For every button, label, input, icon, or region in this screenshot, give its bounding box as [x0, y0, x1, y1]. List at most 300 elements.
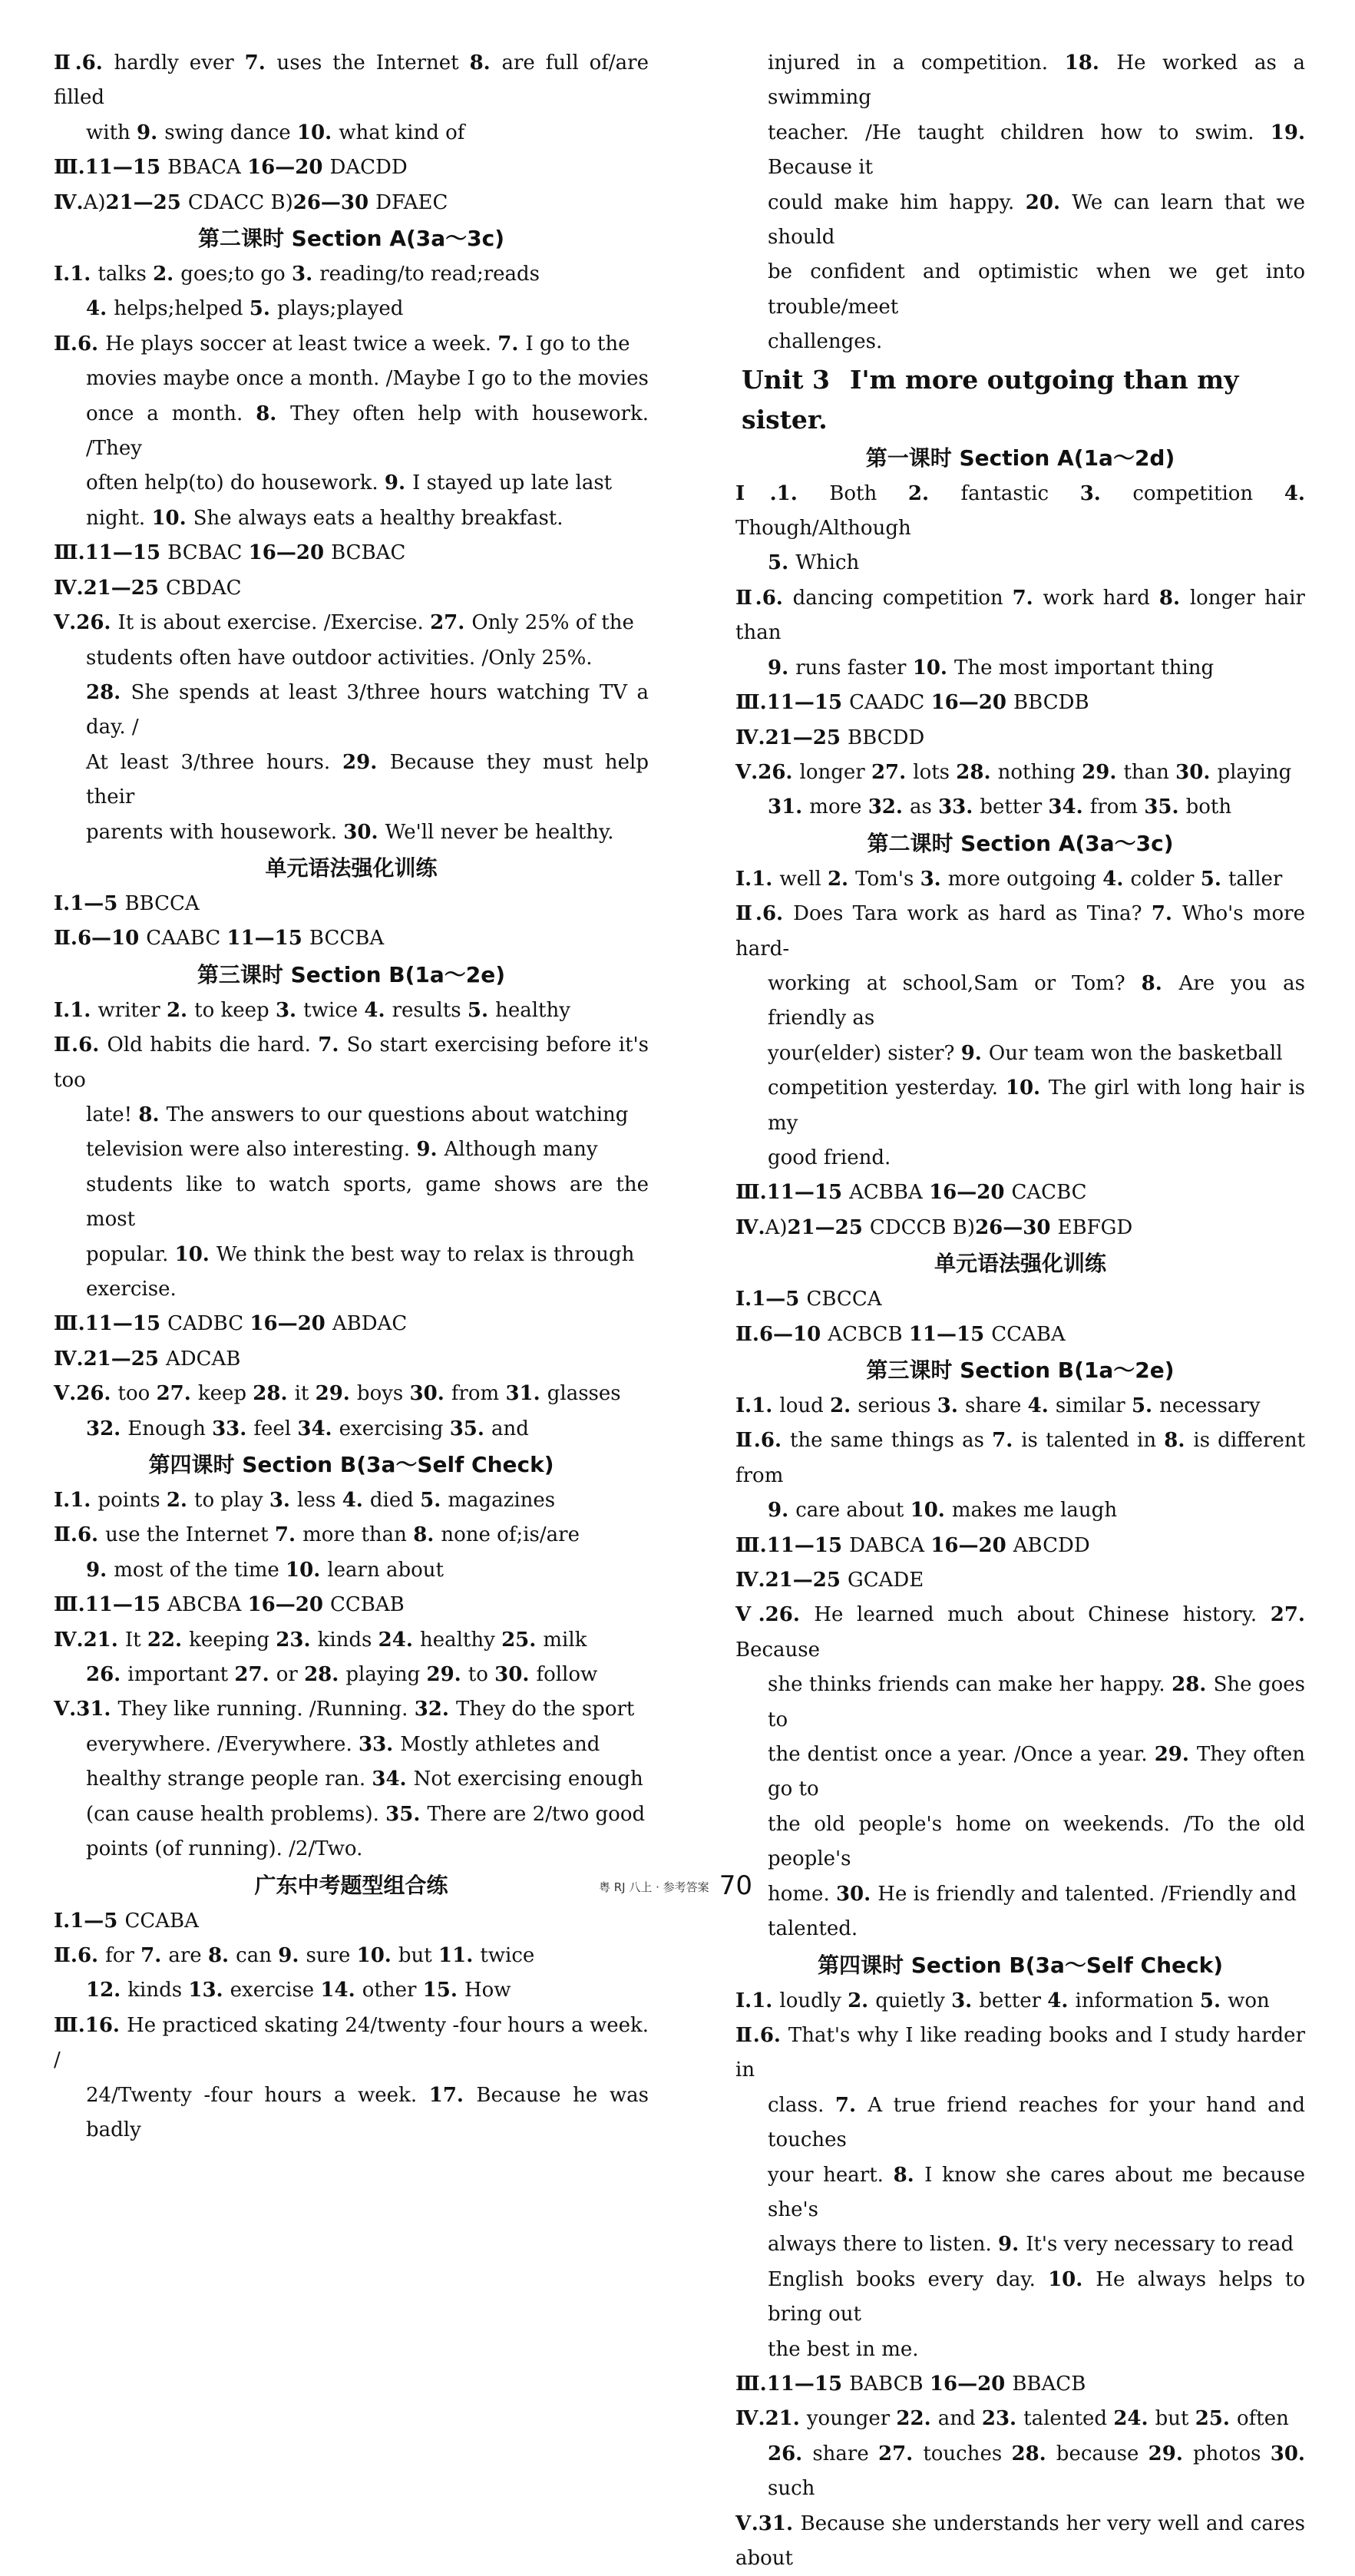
answer-text: for	[105, 1943, 141, 1967]
answer-line	[735, 1318, 1305, 1352]
item-number: 25.	[501, 1628, 544, 1652]
answer-text: learn about	[327, 1558, 444, 1582]
answer-text: We think the best way to relax is through	[216, 1242, 635, 1266]
item-number: 23.	[276, 1628, 318, 1652]
item-number: 8.	[469, 51, 502, 74]
answer-text: often	[1237, 2407, 1289, 2431]
answer-line	[735, 1493, 1305, 1528]
answer-line	[54, 292, 649, 326]
answer-line	[735, 1389, 1305, 1424]
answer-text: serious	[858, 1394, 937, 1417]
item-number: Ⅴ.	[735, 760, 758, 784]
answer-text: feel	[253, 1417, 298, 1440]
item-number: 26.	[76, 1382, 118, 1406]
answer-line	[54, 994, 649, 1028]
answer-line	[735, 1738, 1305, 1807]
item-number: 1.	[752, 867, 780, 891]
item-number: Ⅳ.	[735, 1569, 765, 1592]
page-number: 70	[719, 1870, 753, 1901]
item-number: 35.	[449, 1417, 492, 1440]
item-number: 34.	[1048, 795, 1090, 819]
answer-text: as	[909, 795, 939, 819]
item-number: 32.	[868, 795, 910, 819]
item-number: 27.	[878, 2442, 924, 2465]
answer-text: information	[1075, 1989, 1200, 2012]
answer-text: BCBAC	[331, 541, 406, 565]
item-number: 1—5	[752, 1288, 807, 1311]
item-number: 16—20	[929, 2372, 1013, 2396]
item-number: 11—15	[766, 691, 850, 715]
answer-text: work hard	[1043, 586, 1159, 610]
answer-line	[54, 1553, 649, 1588]
item-number: 8.	[256, 402, 291, 425]
item-number: 29.	[342, 750, 390, 774]
item-number: 3.	[937, 1394, 965, 1417]
answer-line	[54, 397, 649, 467]
item-number: 7.	[318, 1033, 347, 1057]
answer-text: 单元语法强化训练	[265, 855, 438, 881]
item-number: 24.	[1113, 2407, 1155, 2431]
answer-text: At least 3/three hours.	[86, 750, 343, 774]
item-number: 16—20	[247, 156, 330, 180]
answer-text: We'll never be healthy.	[385, 820, 614, 844]
answer-line	[54, 501, 649, 536]
answer-line	[54, 1904, 649, 1939]
answer-line	[54, 2009, 649, 2078]
book-mark: 粤 RJ 八上 · 参考答案	[598, 1880, 709, 1894]
item-number: 8.	[207, 1943, 236, 1967]
answer-text: The answers to our questions about watching	[166, 1103, 629, 1126]
item-number: 1.	[752, 1394, 780, 1417]
answer-text: are	[168, 1943, 208, 1967]
item-number: 11—15	[84, 156, 168, 180]
answer-text: to	[468, 1663, 495, 1687]
answer-line	[54, 1762, 649, 1797]
answer-text: follow	[536, 1663, 598, 1687]
item-number: 27.	[1270, 1603, 1305, 1627]
answer-line	[735, 1807, 1305, 1877]
item-number: 11—15	[84, 1593, 168, 1617]
answer-line	[735, 1912, 1305, 1946]
answer-text: popular.	[86, 1242, 175, 1266]
answer-text: similar	[1055, 1394, 1132, 1417]
item-number: 6.	[77, 1943, 106, 1967]
answer-text: healthy	[419, 1628, 502, 1652]
item-number: 11—15	[226, 927, 309, 951]
item-number: 5.	[249, 297, 277, 321]
answer-line	[54, 921, 649, 956]
item-number: 7.	[274, 1523, 303, 1547]
item-number: 9.	[997, 2233, 1026, 2257]
answer-line	[54, 1028, 649, 1098]
answer-line	[54, 1588, 649, 1622]
answer-text: movies maybe once a month. /Maybe I go to the movies	[86, 367, 649, 391]
item-number: 5.	[1199, 1989, 1228, 2012]
answer-text: Mostly athletes and	[400, 1732, 600, 1756]
item-number: 2.	[848, 1989, 876, 2012]
answer-text: BBCCA	[124, 891, 200, 915]
answer-text: runs faster	[795, 656, 913, 680]
answer-line	[54, 1342, 649, 1377]
answer-text: Old habits die hard.	[107, 1033, 319, 1057]
answer-line	[735, 1598, 1305, 1668]
answer-text: Who's more hard-	[735, 902, 1306, 961]
item-number: 1—5	[70, 1909, 125, 1933]
item-number: 33.	[212, 1417, 254, 1440]
answer-line	[735, 186, 1305, 256]
answer-text: CCABA	[991, 1322, 1066, 1346]
answer-text: Does Tara work as hard as Tina?	[793, 902, 1152, 926]
answer-line	[54, 536, 649, 570]
answer-line	[735, 546, 1305, 580]
item-number: Ⅰ.	[735, 1394, 752, 1417]
answer-text: CAADC	[849, 691, 931, 715]
answer-text: more	[809, 795, 868, 819]
answer-text: none of;is/are	[441, 1523, 580, 1547]
answer-text: the best in me.	[768, 2337, 919, 2361]
item-number: 6.	[762, 586, 793, 610]
answer-line	[54, 1658, 649, 1692]
answer-text: students often have outdoor activities. /Only 25%.	[86, 646, 593, 670]
answer-text: CDACC B)	[187, 190, 293, 214]
answer-text: CBCCA	[806, 1288, 882, 1311]
answer-text: points	[97, 1489, 167, 1513]
answer-text: from	[1089, 795, 1145, 819]
item-number: 16—20	[250, 1312, 332, 1336]
answer-text: too	[117, 1382, 157, 1406]
item-number: 11—15	[908, 1322, 992, 1346]
answer-text: Our team won the basketball	[988, 1041, 1283, 1065]
item-number: 8.	[1164, 1429, 1194, 1453]
answer-text: I know she cares about me because she's	[768, 2163, 1305, 2221]
item-number: 21—25	[83, 576, 166, 600]
answer-text: Because they must help their	[86, 750, 649, 809]
item-number: 8.	[413, 1523, 441, 1547]
answer-text: twice	[480, 1943, 535, 1967]
item-number: 12.	[86, 1979, 128, 2002]
answer-text: Because she understands her very well and cares about	[735, 2512, 1305, 2570]
answer-text: ABCBA	[167, 1593, 248, 1617]
item-number: 31.	[758, 2512, 801, 2535]
item-number: 1.	[70, 263, 98, 286]
answer-text: what kind of	[339, 121, 465, 144]
answer-text: GCADE	[847, 1569, 924, 1592]
item-number: 27.	[871, 760, 914, 784]
unit-name: I'm more outgoing than my sister.	[742, 364, 1239, 435]
item-number: 28.	[86, 680, 131, 704]
answer-text: or	[276, 1663, 305, 1687]
item-number: 16—20	[930, 691, 1014, 715]
answer-text: be confident and optimistic when we get into trouble/meet	[768, 260, 1305, 319]
item-number: Ⅴ.	[735, 1603, 765, 1627]
answer-line	[735, 686, 1305, 720]
item-number: 29.	[315, 1382, 357, 1406]
item-number: Ⅲ.	[735, 2372, 767, 2396]
section-heading	[54, 1447, 649, 1483]
answer-text: from	[451, 1382, 506, 1406]
answer-text: your heart.	[768, 2163, 894, 2187]
item-number: Ⅳ.	[735, 1215, 765, 1239]
answer-line	[54, 571, 649, 606]
answer-line	[735, 1668, 1305, 1738]
item-number: 1.	[70, 998, 98, 1022]
answer-text: the same things as	[789, 1429, 993, 1453]
item-number: 20.	[1025, 190, 1072, 214]
answer-text: most of the time	[114, 1558, 286, 1582]
answer-text: taller	[1228, 867, 1283, 891]
answer-text: milk	[543, 1628, 587, 1652]
answer-text: hardly ever	[114, 51, 245, 74]
answer-text: playing	[345, 1663, 427, 1687]
answer-line	[54, 116, 649, 150]
section-heading	[735, 825, 1305, 862]
item-number: 7.	[834, 2093, 868, 2117]
item-number: 11—15	[766, 1181, 850, 1205]
item-number: Ⅱ.	[735, 2023, 760, 2047]
item-number: 21—25	[83, 1347, 166, 1371]
item-number: 4.	[1284, 481, 1305, 505]
item-number: 4.	[86, 297, 114, 321]
item-number: 6.	[78, 1033, 107, 1057]
item-number: 28.	[956, 760, 998, 784]
answer-line	[735, 967, 1305, 1037]
item-number: 9.	[86, 1558, 114, 1582]
answer-text: could make him happy.	[768, 190, 1026, 214]
answer-text: 第二课时 Section A(3a～3c)	[197, 226, 505, 252]
item-number: 34.	[372, 1767, 414, 1791]
answer-text: exercise.	[86, 1278, 177, 1301]
item-number: 2.	[827, 867, 856, 891]
answer-text: the dentist once a year. /Once a year.	[768, 1743, 1155, 1767]
item-number: 16.	[84, 2013, 127, 2037]
answer-text: 第三课时 Section B(1a～2e)	[866, 1357, 1175, 1383]
answer-text: television were also interesting.	[86, 1138, 417, 1162]
item-number: 21—25	[787, 1215, 870, 1239]
answer-text: but	[398, 1943, 439, 1967]
answer-line	[54, 150, 649, 185]
item-number: 26—30	[975, 1215, 1058, 1239]
answer-text: important	[127, 1663, 235, 1687]
answer-text: Although many	[444, 1138, 598, 1162]
answer-line	[735, 756, 1305, 790]
item-number: Ⅱ.	[54, 332, 78, 355]
item-number: 8.	[893, 2163, 925, 2187]
answer-line	[54, 1973, 649, 2008]
answer-text: I go to the	[525, 332, 630, 355]
item-number: Ⅳ.	[735, 726, 765, 749]
item-number: 16—20	[248, 541, 332, 565]
answer-text: CAABC	[146, 927, 227, 951]
answer-text: They do the sport	[456, 1698, 635, 1721]
answer-text: share	[812, 2442, 878, 2465]
answer-text: are full of/are filled	[54, 51, 649, 110]
item-number: 4.	[1027, 1394, 1056, 1417]
answer-text: So start exercising before it's too	[54, 1033, 649, 1092]
answer-text: glasses	[547, 1382, 621, 1406]
answer-line	[735, 2263, 1305, 2333]
answer-text: keeping	[189, 1628, 276, 1652]
answer-line	[54, 1412, 649, 1447]
answer-text: once a month.	[86, 402, 256, 425]
item-number: 33.	[358, 1732, 401, 1756]
answer-line	[735, 2227, 1305, 2262]
answer-text: necessary	[1159, 1394, 1261, 1417]
answer-line	[735, 2333, 1305, 2367]
item-number: Ⅰ.	[54, 263, 71, 286]
item-number: 26.	[765, 1603, 815, 1627]
answer-line	[54, 327, 649, 362]
answer-text: 单元语法强化训练	[934, 1251, 1106, 1277]
item-number: 4.	[1047, 1989, 1076, 2012]
answer-text: It is about exercise. /Exercise.	[117, 611, 431, 635]
answer-text: less	[297, 1489, 342, 1513]
item-number: 3.	[275, 998, 304, 1022]
item-number: 6.	[81, 51, 114, 74]
item-number: 23.	[981, 2407, 1024, 2431]
answer-text: share	[964, 1394, 1028, 1417]
item-number: 10.	[1005, 1076, 1049, 1100]
item-number: 7.	[497, 332, 526, 355]
answer-line	[54, 1518, 649, 1553]
item-number: 31.	[768, 795, 810, 819]
item-number: 5.	[420, 1489, 448, 1513]
answer-text: Not exercising enough	[413, 1767, 643, 1791]
item-number: Ⅱ.	[54, 51, 82, 74]
answer-text: longer	[799, 760, 871, 784]
item-number: Ⅱ.	[735, 902, 762, 926]
answer-text: uses the Internet	[276, 51, 470, 74]
answer-text: to play	[194, 1489, 269, 1513]
item-number: 6.	[759, 2023, 788, 2047]
answer-text: DACDD	[329, 156, 408, 180]
section-heading	[735, 1245, 1305, 1282]
answer-text: 第一课时 Section A(1a～2d)	[865, 445, 1175, 471]
answer-line	[735, 2158, 1305, 2228]
answer-text: better	[980, 795, 1049, 819]
item-number: 10.	[296, 121, 339, 144]
answer-text: Tom's	[855, 867, 920, 891]
item-number: 26.	[768, 2442, 813, 2465]
answer-text: exercising	[339, 1417, 450, 1440]
item-number: 3.	[1079, 481, 1133, 505]
item-number: Ⅱ.	[735, 1429, 761, 1453]
answer-text: reading/to read;reads	[319, 263, 540, 286]
answer-text: exercise	[230, 1979, 321, 2002]
answer-text: dancing competition	[792, 586, 1013, 610]
answer-line	[54, 815, 649, 850]
item-number: 11—15	[84, 1312, 168, 1336]
item-number: 10.	[151, 506, 193, 530]
answer-text: ADCAB	[165, 1347, 241, 1371]
answer-text: The most important thing	[954, 656, 1215, 680]
item-number: 29.	[1082, 760, 1124, 784]
answer-line	[54, 1377, 649, 1411]
answer-text: died	[369, 1489, 421, 1513]
answer-text: BBCDB	[1013, 691, 1089, 715]
answer-text: well	[779, 867, 828, 891]
answer-line	[735, 1877, 1305, 1912]
answer-text: quietly	[875, 1989, 952, 2012]
answer-line	[735, 325, 1305, 359]
answer-text: Only 25% of the	[471, 611, 634, 635]
answer-text: teacher. /He taught children how to swim.	[768, 121, 1271, 144]
answer-line	[54, 1692, 649, 1727]
item-number: 9.	[278, 1943, 306, 1967]
item-number: Ⅰ.	[54, 1909, 71, 1933]
right-column	[735, 46, 1305, 2576]
item-number: Ⅲ.	[54, 2013, 85, 2037]
item-number: 1.	[70, 1489, 98, 1513]
answer-text: Which	[795, 551, 860, 575]
item-number: Ⅴ.	[735, 2512, 758, 2535]
item-number: Ⅳ.	[54, 190, 84, 214]
answer-text: ABDAC	[332, 1312, 408, 1336]
section-heading	[54, 220, 649, 257]
answer-text: They often go to	[768, 1743, 1305, 1801]
answer-text: injured in a competition.	[768, 51, 1065, 74]
answer-text: care about	[795, 1499, 910, 1523]
item-number: 31.	[505, 1382, 547, 1406]
item-number: 5.	[768, 551, 796, 575]
answer-text: It	[124, 1628, 147, 1652]
left-column	[54, 46, 649, 2148]
answer-line	[735, 1211, 1305, 1245]
answer-line	[54, 362, 649, 396]
item-number: 9.	[416, 1138, 445, 1162]
item-number: 2.	[166, 998, 195, 1022]
item-number: 11—15	[766, 1533, 850, 1557]
item-number: 4.	[342, 1489, 370, 1513]
section-heading	[54, 957, 649, 994]
answer-text: goes;to go	[180, 263, 292, 286]
item-number: 30.	[343, 820, 385, 844]
answer-line	[54, 1133, 649, 1167]
answer-text: I stayed up late last	[412, 471, 613, 495]
answer-text: more outgoing	[947, 867, 1103, 891]
answer-text: She spends at least 3/three hours watching TV a day. /	[86, 680, 649, 739]
item-number: 28.	[253, 1382, 295, 1406]
item-number: 15.	[422, 1979, 464, 2002]
item-number: 25.	[1195, 2407, 1238, 2431]
item-number: 35.	[385, 1802, 428, 1826]
item-number: 2.	[166, 1489, 195, 1513]
answer-text: the old people's home on weekends. /To the old people's	[768, 1812, 1305, 1871]
answer-text: working at school,Sam or Tom?	[768, 971, 1142, 995]
item-number: 14.	[320, 1979, 362, 2002]
item-number: 6.	[77, 1523, 106, 1547]
item-number: 9.	[384, 471, 413, 495]
answer-text: she thinks friends can make her happy.	[768, 1673, 1172, 1697]
item-number: Ⅴ.	[54, 611, 77, 635]
answer-text: talks	[97, 263, 154, 286]
answer-text: sure	[306, 1943, 357, 1967]
answer-text: Because	[735, 1638, 821, 1662]
answer-text: kinds	[127, 1979, 189, 2002]
item-number: Ⅱ.	[735, 1322, 759, 1346]
item-number: 6—10	[77, 927, 147, 951]
answer-line	[54, 641, 649, 676]
answer-line	[735, 581, 1305, 651]
answer-text: There are 2/two good	[427, 1802, 646, 1826]
item-number: 3.	[951, 1989, 980, 2012]
item-number: 13.	[188, 1979, 230, 2002]
answer-text: DFAEC	[375, 190, 448, 214]
item-number: 28.	[1172, 1673, 1214, 1697]
item-number: 16—20	[929, 1181, 1012, 1205]
answer-text: because	[1056, 2442, 1148, 2465]
item-number: 10.	[912, 656, 955, 680]
answer-text: Because it	[768, 156, 874, 180]
